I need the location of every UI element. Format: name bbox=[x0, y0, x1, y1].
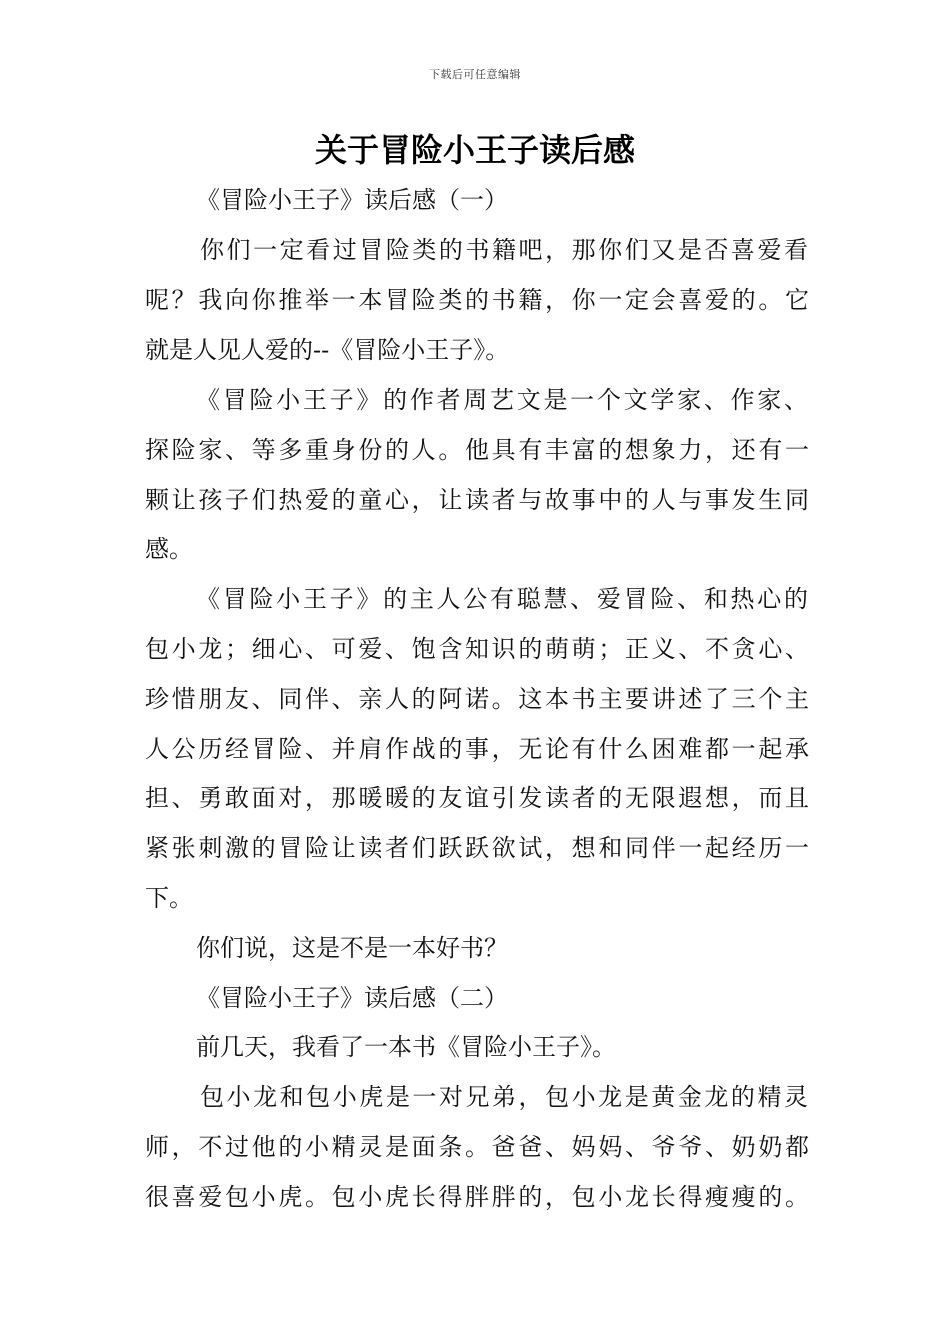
paragraph-line: 包小龙和包小虎是一对兄弟，包小龙是黄金龙的精灵 bbox=[200, 1083, 808, 1111]
paragraph-line: 担、勇敢面对，那暖暖的友谊引发读者的无限遐想，而且 bbox=[145, 784, 809, 812]
page-title: 关于冒险小王子读后感 bbox=[314, 131, 635, 169]
paragraph-line: 下。 bbox=[145, 884, 193, 912]
paragraph-line: 紧张刺激的冒险让读者们跃跃欲试，想和同伴一起经历一 bbox=[145, 834, 809, 862]
paragraph-line: 感。 bbox=[145, 535, 193, 563]
section-heading-2: 《冒险小王子》读后感（二） bbox=[196, 984, 508, 1012]
header-note: 下载后可任意编辑 bbox=[429, 68, 521, 81]
paragraph-line: 人公历经冒险、并肩作战的事，无论有什么困难都一起承 bbox=[145, 735, 809, 763]
section-heading-1: 《冒险小王子》读后感（一） bbox=[196, 186, 508, 214]
paragraph-line: 呢？我向你推举一本冒险类的书籍，你一定会喜爱的。它 bbox=[145, 286, 809, 314]
paragraph-line: 《冒险小王子》的主人公有聪慧、爱冒险、和热心的 bbox=[196, 585, 808, 613]
paragraph-line: 探险家、等多重身份的人。他具有丰富的想象力，还有一 bbox=[145, 436, 809, 464]
paragraph-line: 你们一定看过冒险类的书籍吧，那你们又是否喜爱看 bbox=[200, 236, 808, 264]
paragraph-line: 你们说，这是不是一本好书？ bbox=[196, 934, 508, 962]
paragraph-line: 颗让孩子们热爱的童心，让读者与故事中的人与事发生同 bbox=[145, 486, 809, 514]
paragraph-line: 包小龙；细心、可爱、饱含知识的萌萌；正义、不贪心、 bbox=[145, 635, 809, 663]
paragraph-line: 就是人见人爱的--《冒险小王子》。 bbox=[145, 336, 510, 364]
paragraph-line: 《冒险小王子》的作者周艺文是一个文学家、作家、 bbox=[196, 386, 808, 414]
paragraph-line: 前几天，我看了一本书《冒险小王子》。 bbox=[196, 1033, 616, 1061]
paragraph-line: 师，不过他的小精灵是面条。爸爸、妈妈、爷爷、奶奶都 bbox=[145, 1133, 809, 1161]
paragraph-line: 珍惜朋友、同伴、亲人的阿诺。这本书主要讲述了三个主 bbox=[145, 685, 809, 713]
paragraph-line: 很喜爱包小虎。包小虎长得胖胖的，包小龙长得瘦瘦的。 bbox=[145, 1183, 809, 1211]
